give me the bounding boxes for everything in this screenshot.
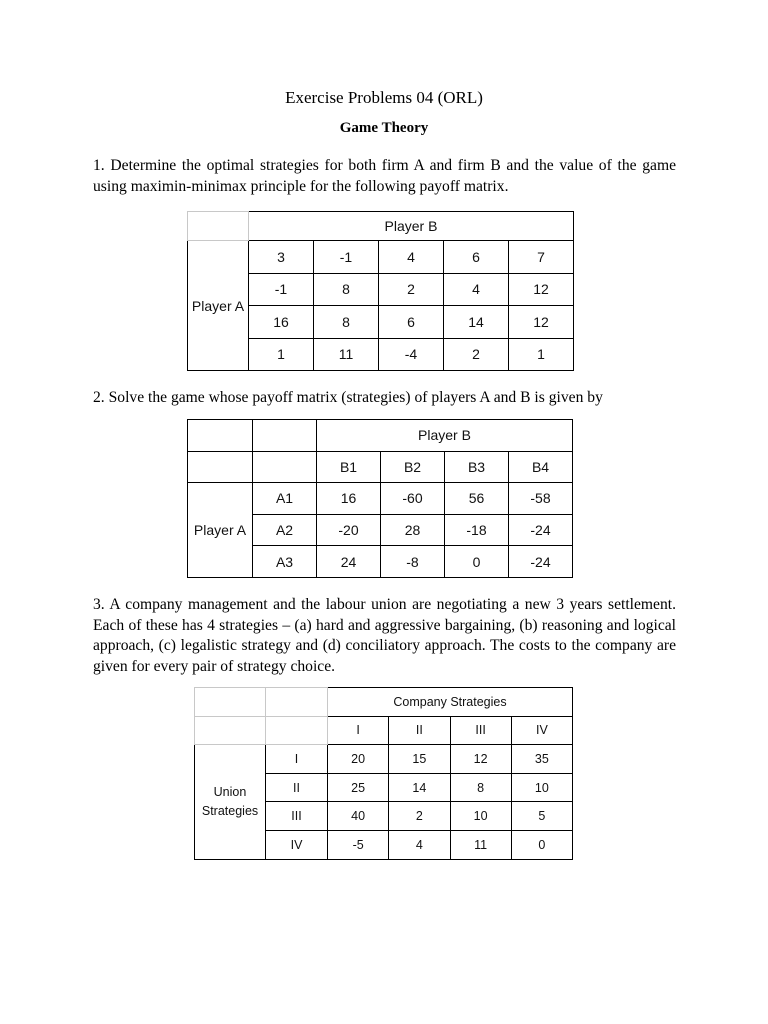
payoff-cell: 11 [314, 338, 379, 371]
problem-2-text: 2. Solve the game whose payoff matrix (strategies) of players A and B is given by [93, 389, 603, 406]
payoff-cell: 2 [444, 338, 509, 371]
corner-cell [188, 451, 253, 483]
corner-cell [195, 716, 266, 745]
cost-matrix-3 [194, 687, 573, 860]
row-header: IV [266, 830, 328, 859]
payoff-cell: 1 [249, 338, 314, 371]
cost-cell: 10 [511, 773, 572, 802]
corner-cell [188, 420, 253, 452]
payoff-cell: -1 [314, 241, 379, 274]
row-player-label [195, 745, 266, 859]
cost-cell: 14 [389, 773, 450, 802]
row-header: A3 [253, 546, 317, 578]
column-header: IV [511, 716, 572, 745]
column-player-label: Player B [249, 212, 574, 241]
payoff-matrix-2 [187, 419, 573, 578]
cost-cell: 40 [328, 802, 389, 831]
cost-cell: 15 [389, 745, 450, 774]
row-player-label: Player A [188, 483, 253, 578]
payoff-cell: 16 [249, 306, 314, 339]
payoff-cell: -4 [379, 338, 444, 371]
payoff-cell: 4 [379, 241, 444, 274]
payoff-cell: 12 [509, 273, 574, 306]
payoff-cell: 16 [317, 483, 381, 515]
cost-cell: 8 [450, 773, 511, 802]
cost-cell: 35 [511, 745, 572, 774]
payoff-cell: 0 [445, 546, 509, 578]
payoff-cell: 8 [314, 273, 379, 306]
corner-cell [195, 688, 266, 717]
column-header: B4 [509, 451, 573, 483]
payoff-cell: 6 [444, 241, 509, 274]
payoff-cell: -24 [509, 546, 573, 578]
row-header: I [266, 745, 328, 774]
problem-1-text: 1. Determine the optimal strategies for both firm A and firm B and the value of the game using maximin-minimax principle for the following payoff matrix. [93, 157, 676, 195]
payoff-cell: 8 [314, 306, 379, 339]
corner-cell [266, 688, 328, 717]
cost-cell: 20 [328, 745, 389, 774]
payoff-cell: -18 [445, 514, 509, 546]
problem-3-text: 3. A company management and the labour union are negotiating a new 3 years settlement. Each of these has 4 strategies – (a) hard and aggressive bargaining, (b) reasoning and logical approach, (c) legalistic strategy and (d) conciliatory approach. The costs to the company are given for every pair of strategy choice. [93, 596, 676, 675]
column-header: B1 [317, 451, 381, 483]
document-subtitle: Game Theory [339, 120, 429, 136]
column-player-label: Company Strategies [328, 688, 573, 717]
payoff-cell: 28 [381, 514, 445, 546]
payoff-cell: -58 [509, 483, 573, 515]
column-player-label: Player B [317, 420, 573, 452]
corner-cell [253, 420, 317, 452]
column-header: B2 [381, 451, 445, 483]
corner-cell [266, 716, 328, 745]
cost-cell: 2 [389, 802, 450, 831]
payoff-cell: 1 [509, 338, 574, 371]
payoff-cell: 12 [509, 306, 574, 339]
cost-cell: 10 [450, 802, 511, 831]
payoff-cell: -60 [381, 483, 445, 515]
row-header: A2 [253, 514, 317, 546]
cost-cell: 0 [511, 830, 572, 859]
payoff-cell: 24 [317, 546, 381, 578]
payoff-cell: 7 [509, 241, 574, 274]
payoff-cell: -24 [509, 514, 573, 546]
cost-cell: -5 [328, 830, 389, 859]
row-header: III [266, 802, 328, 831]
column-header: I [328, 716, 389, 745]
payoff-cell: 4 [444, 273, 509, 306]
corner-cell [253, 451, 317, 483]
row-player-label-line-2: Strategies [201, 803, 259, 818]
payoff-cell: -20 [317, 514, 381, 546]
document-title: Exercise Problems 04 (ORL) [285, 88, 483, 107]
cost-cell: 5 [511, 802, 572, 831]
cost-cell: 11 [450, 830, 511, 859]
column-header: B3 [445, 451, 509, 483]
payoff-cell: -8 [381, 546, 445, 578]
corner-cell [188, 212, 249, 241]
cost-cell: 25 [328, 773, 389, 802]
cost-cell: 4 [389, 830, 450, 859]
payoff-cell: 14 [444, 306, 509, 339]
payoff-cell: 6 [379, 306, 444, 339]
row-player-label: Player A [188, 241, 249, 371]
payoff-matrix-1 [187, 211, 574, 371]
row-header: II [266, 773, 328, 802]
cost-cell: 12 [450, 745, 511, 774]
row-player-label-line-1: Union [213, 784, 247, 799]
payoff-cell: 3 [249, 241, 314, 274]
column-header: II [389, 716, 450, 745]
row-header: A1 [253, 483, 317, 515]
column-header: III [450, 716, 511, 745]
payoff-cell: 2 [379, 273, 444, 306]
payoff-cell: 56 [445, 483, 509, 515]
payoff-cell: -1 [249, 273, 314, 306]
